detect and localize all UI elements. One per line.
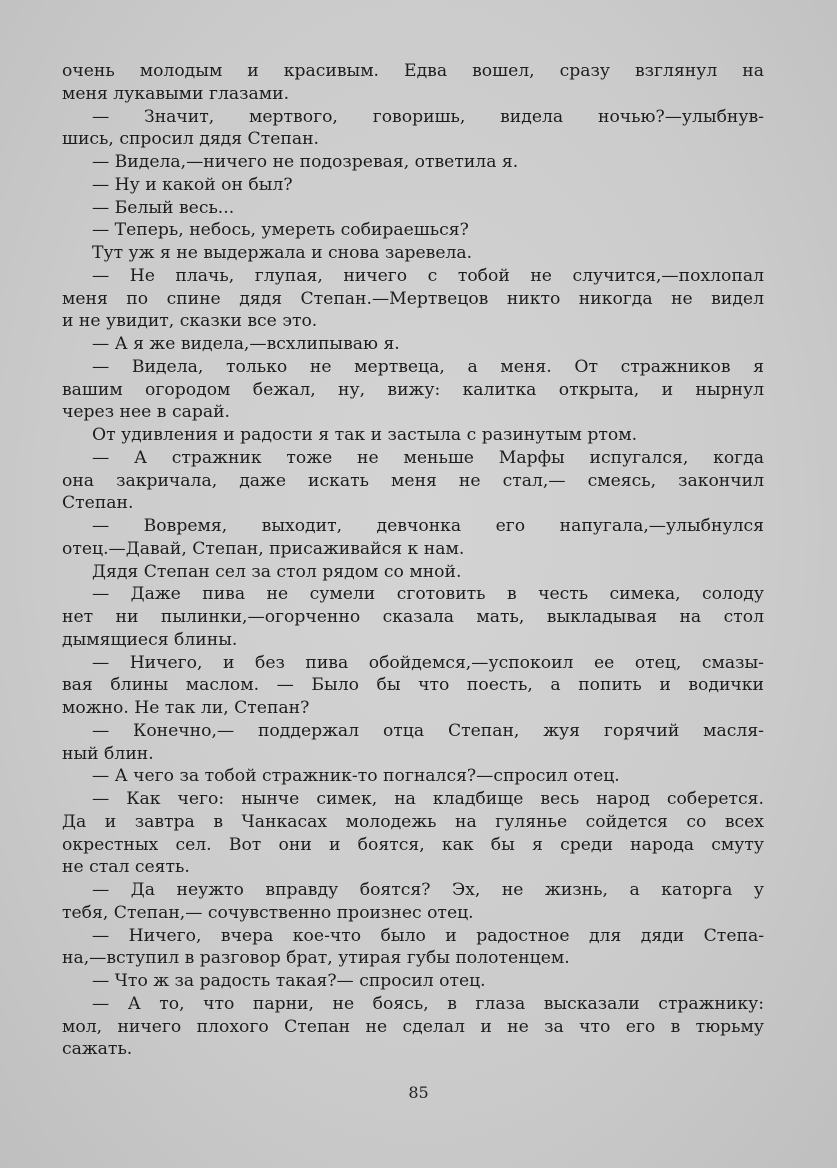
text-line: — Как чего: нынче симек, на кладбище весь народ соберется.: [92, 789, 764, 809]
text-line: на,—вступил в разговор брат, утирая губы полотенцем.: [62, 948, 570, 969]
text-line: мол, ничего плохого Степан не сделал и не за что его в тюрьму: [62, 1016, 764, 1037]
text-line: через нее в сарай.: [62, 402, 230, 423]
text-line: — Значит, мертвого, говоришь, видела ночью?—улыбнув-: [92, 106, 764, 127]
text-line: меня лукавыми глазами.: [62, 83, 290, 104]
text-line: меня по спине дядя Степан.—Мертвецов никто никогда не видел: [62, 288, 764, 309]
text-line: Дядя Степан сел за стол рядом со мной.: [92, 561, 462, 582]
text-line: — Вовремя, выходит, девчонка его напугала,—улыбнулся: [92, 516, 764, 536]
text-line: очень молодым и красивым. Едва вошел, сразу взглянул на: [62, 61, 764, 81]
text-line: окрестных сел. Вот они и боятся, как бы я среди народа смуту: [62, 834, 764, 855]
text-line: — Что ж за радость такая?— спросил отец.: [92, 971, 486, 991]
text-line: — Даже пива не сумели сготовить в честь симека, солоду: [92, 584, 764, 605]
text-line: — Ничего, и без пива обойдемся,—успокоил ее отец, смазы-: [92, 652, 764, 673]
text-line: отец.—Давай, Степан, присаживайся к нам.: [62, 538, 465, 559]
text-line: — Не плачь, глупая, ничего с тобой не случится,—похлопал: [92, 265, 764, 286]
text-line: Степан.: [62, 493, 134, 514]
text-line: сажать.: [62, 1039, 133, 1060]
text-line: — А я же видела,—всхлипываю я.: [92, 334, 400, 354]
text-line: От удивления и радости я так и застыла с разинутым ртом.: [92, 425, 638, 445]
text-line: Да и завтра в Чанкасах молодежь на гулянье сойдется со всех: [62, 811, 764, 832]
text-line: — А то, что парни, не боясь, в глаза высказали стражнику:: [92, 993, 764, 1014]
text-line: шись, спросил дядя Степан.: [62, 129, 320, 150]
text-line: дымящиеся блины.: [62, 629, 238, 650]
text-line: — Да неужто вправду боятся? Эх, не жизнь, а каторга у: [92, 880, 764, 900]
text-line: — Конечно,— поддержал отца Степан, жуя горячий масля-: [92, 720, 764, 741]
text-line: Тут уж я не выдержала и снова заревела.: [92, 243, 473, 263]
text-line: — А стражник тоже не меньше Марфы испугался, когда: [92, 447, 764, 468]
text-line: — Видела, только не мертвеца, а меня. От стражников я: [92, 356, 764, 377]
text-line: вашим огородом бежал, ну, вижу: калитка открыта, и нырнул: [62, 379, 764, 400]
text-line: и не увидит, сказки все это.: [62, 311, 318, 332]
text-line: не стал сеять.: [62, 857, 190, 878]
text-line: — Видела,—ничего не подозревая, ответила я.: [92, 152, 519, 172]
page-number: 85: [408, 1083, 429, 1102]
text-line: нет ни пылинки,—огорченно сказала мать, выкладывая на стол: [62, 607, 764, 627]
text-line: ный блин.: [62, 743, 154, 764]
text-line: можно. Не так ли, Степан?: [62, 698, 310, 718]
text-line: тебя, Степан,— сочувственно произнес отец.: [62, 902, 474, 923]
text-line: — А чего за тобой стражник-то погнался?—спросил отец.: [92, 766, 620, 787]
text-line: — Ничего, вчера кое-что было и радостное для дяди Степа-: [92, 925, 764, 946]
text-line: — Белый весь...: [92, 197, 235, 218]
text-line: вая блины маслом. — Было бы что поесть, а попить и водички: [62, 675, 764, 696]
body-text: [62, 60, 764, 1061]
text-line: — Теперь, небось, умереть собираешься?: [92, 220, 469, 241]
text-line: она закричала, даже искать меня не стал,— смеясь, закончил: [62, 470, 764, 491]
text-line: — Ну и какой он был?: [92, 174, 293, 195]
